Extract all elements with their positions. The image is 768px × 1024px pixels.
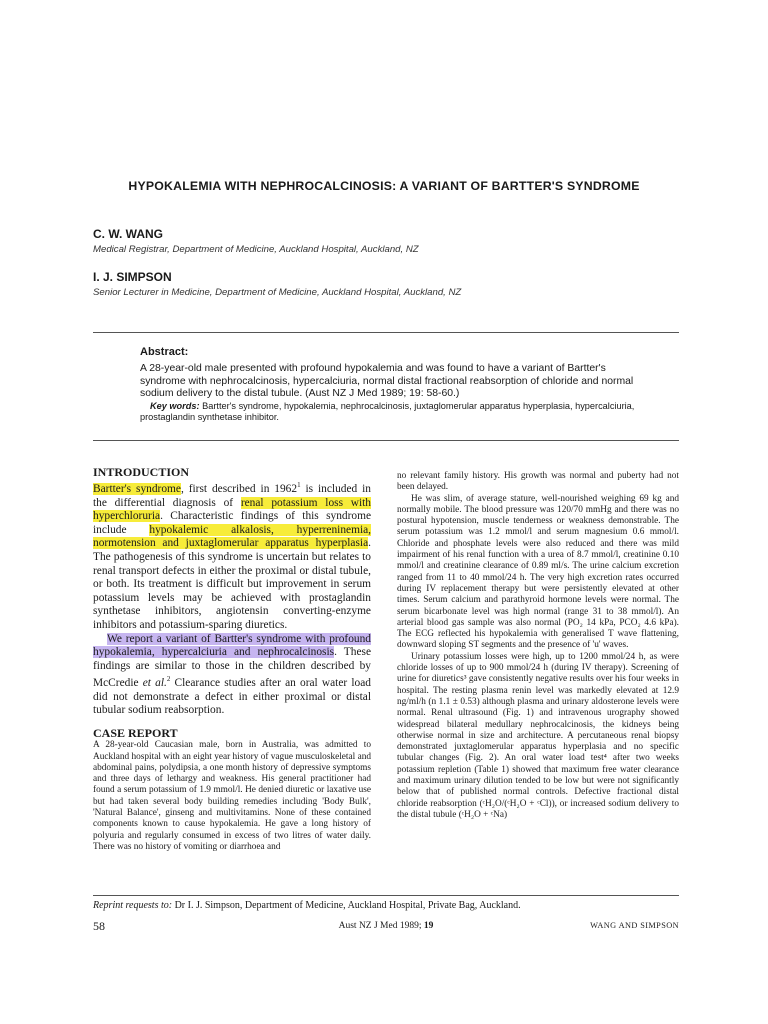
journal-citation: Aust NZ J Med 1989; 19	[338, 921, 434, 931]
right-column	[397, 471, 679, 821]
right-paragraph-3: Urinary potassium losses were high, up to 1200 mmol/24 h, as were chloride losses of up to 900 mmol/24 h (during IV therapy). Screening of urine for diuretics³ gave consistently negative results over his four weeks in hospital. The resting plasma renin level was markedly elevated at 12.9 ng/ml/h (n 1.1 ± 0.53) although plasma and urinary aldosterone levels were normal. Renal ultrasound (Fig. 1) and intravenous urography showed widespread bilateral medullary nephrocalcinosis, the kidneys being otherwise normal in size and architecture. A percutaneous renal biopsy demonstrated juxtaglomerular apparatus hyperplasia and no specific tubular changes (Fig. 2). An oral water load test⁴ after two weeks potassium repletion (Table 1) showed that maximum free water clearance and maximum urinary dilution tended to be low but were not significantly below that of published normal controls. Defective fractional distal chloride reabsorption (ᶜH₂O/(ᶜH₂O + ᶜCl)), or increased sodium delivery to the distal tubule (ᶜH₂O + ᶜNa)	[397, 651, 679, 820]
highlight: We report a variant of Bartter's syndrome with profound hypokalemia, hypercalciuria and nephrocalcinosis	[93, 632, 371, 659]
divider-footnote	[93, 895, 679, 896]
highlight: hypokalemic alkalosis, hyperreninemia, normotension and juxtaglomerular apparatus hyperplasia	[93, 523, 372, 550]
author-block-2	[93, 270, 461, 298]
author-name: C. W. WANG	[93, 227, 163, 241]
paper-title: HYPOKALEMIA WITH NEPHROCALCINOSIS: A VARIANT OF BARTTER'S SYNDROME	[128, 179, 640, 193]
keywords-text: Bartter's syndrome, hypokalemia, nephrocalcinosis, juxtaglomerular apparatus hyperplasia, hypercalciuria, prostaglandin synthetase inhibitor.	[140, 400, 635, 422]
highlight: Bartter's syndrome	[93, 483, 181, 496]
author-affiliation: Medical Registrar, Department of Medicine, Auckland Hospital, Auckland, NZ	[93, 244, 419, 255]
page-number: 58	[93, 919, 105, 933]
divider-bottom	[93, 440, 679, 441]
abstract-text: A 28-year-old male presented with profound hypokalemia and was found to have a variant of Bartter's syndrome with nephrocalcinosis, hypercalciuria, normal distal fractional reabsorption of chloride and normal sodium delivery to the distal tubule. (Aust NZ J Med 1989; 19: 58-60.)	[140, 363, 634, 400]
abstract-heading: Abstract:	[140, 346, 189, 358]
right-paragraph-2: He was slim, of average stature, well-nourished weighing 69 kg and normally mobile. The blood pressure was 120/70 mmHg and there was no postural hypotension, muscle tenderness or weakness demonstrable. The serum potassium was 1.2 mmol/l and serum magnesium 0.6 mmol/l. Chloride and phosphate levels were also reduced and there was mild impairment of his renal function with a urea of 8.7 mmol/l, creatinine 0.10 mmol/l and creatinine clearance of 0.89 ml/s. The urine calcium excretion ranged from 11 to 40 mmol/24 h. The very high excretion rates occurred during IV replacement therapy but were persistently elevated at other times. Serum calcium and parathyroid hormone levels were normal. The serum bicarbonate level was high normal (range 31 to 38 mmol/l). An arterial blood gas sample was also normal (PO₂ 14 kPa, PCO₂ 4.6 kPa). The ECG reflected his hypokalemia with generalised T wave flattening, downward sloping ST segments and the presence of 'u' waves.	[397, 493, 679, 651]
reprint-note	[93, 900, 683, 911]
section-heading-introduction: INTRODUCTION	[93, 465, 190, 479]
left-column	[93, 467, 371, 853]
case-paragraph-1: A 28-year-old Caucasian male, born in Australia, was admitted to Auckland hospital with an eight year history of vague musculoskeletal and abdominal pains, polydipsia, a one month history of depressive symptoms and three days of lethargy and weakness. His general practitioner had found a serum potassium of 1.9 mmol/l. He denied diuretic or laxative use but had taken several body building remedies including 'Body Bulk', 'Natural Balance', ginseng and multivitamins. None of these contained components known to cause hypokalemia. He gave a long history of polyuria and regularly consumed in excess of two litres of water daily. There was no history of vomiting or diarrhoea and	[93, 740, 371, 852]
abstract-block	[140, 346, 638, 423]
divider-top	[93, 332, 679, 333]
right-paragraph-1: no relevant family history. His growth was normal and puberty had not been delayed.	[397, 471, 679, 493]
highlight: renal potassium loss with hyperchloruria	[93, 496, 372, 523]
author-block-1	[93, 227, 419, 255]
author-name: I. J. SIMPSON	[93, 270, 172, 284]
running-authors: WANG AND SIMPSON	[590, 921, 679, 930]
section-heading-case-report: CASE REPORT	[93, 725, 178, 740]
reprint-text: Dr I. J. Simpson, Department of Medicine, Auckland Hospital, Private Bag, Auckland.	[172, 900, 521, 911]
intro-paragraph-2: We report a variant of Bartter's syndrome with profound hypokalemia, hypercalciuria and nephrocalcinosis. These findings are similar to those in the children described by McCredie et al.$^2$ Clearance studies after an oral water load did not demonstrate a defect in either proximal or distal tubular sodium reabsorption.	[93, 632, 372, 717]
keywords-label: Key words:	[150, 400, 200, 411]
reprint-label: Reprint requests to:	[93, 900, 173, 911]
author-affiliation: Senior Lecturer in Medicine, Department of Medicine, Auckland Hospital, Auckland, NZ	[93, 287, 462, 298]
keywords	[140, 401, 638, 423]
intro-paragraph-1: Bartter's syndrome, first described in 1962$^1$ is included in the differential diagnosis of renal potassium loss with hyperchloruria. Characteristic findings of this syndrome include hypokalemic alkalosis, hyperreninemia, normotension and juxtaglomerular apparatus hyperplasia. The pathogenesis of this syndrome is uncertain but relates to renal transport defects in either the proximal or distal tubule, or both. Its treatment is difficult but improvement in serum potassium levels may be achieved with prostaglandin synthetase inhibitors, angiotensin converting-enzyme inhibitors and potassium-sparing diuretics.	[93, 481, 372, 632]
